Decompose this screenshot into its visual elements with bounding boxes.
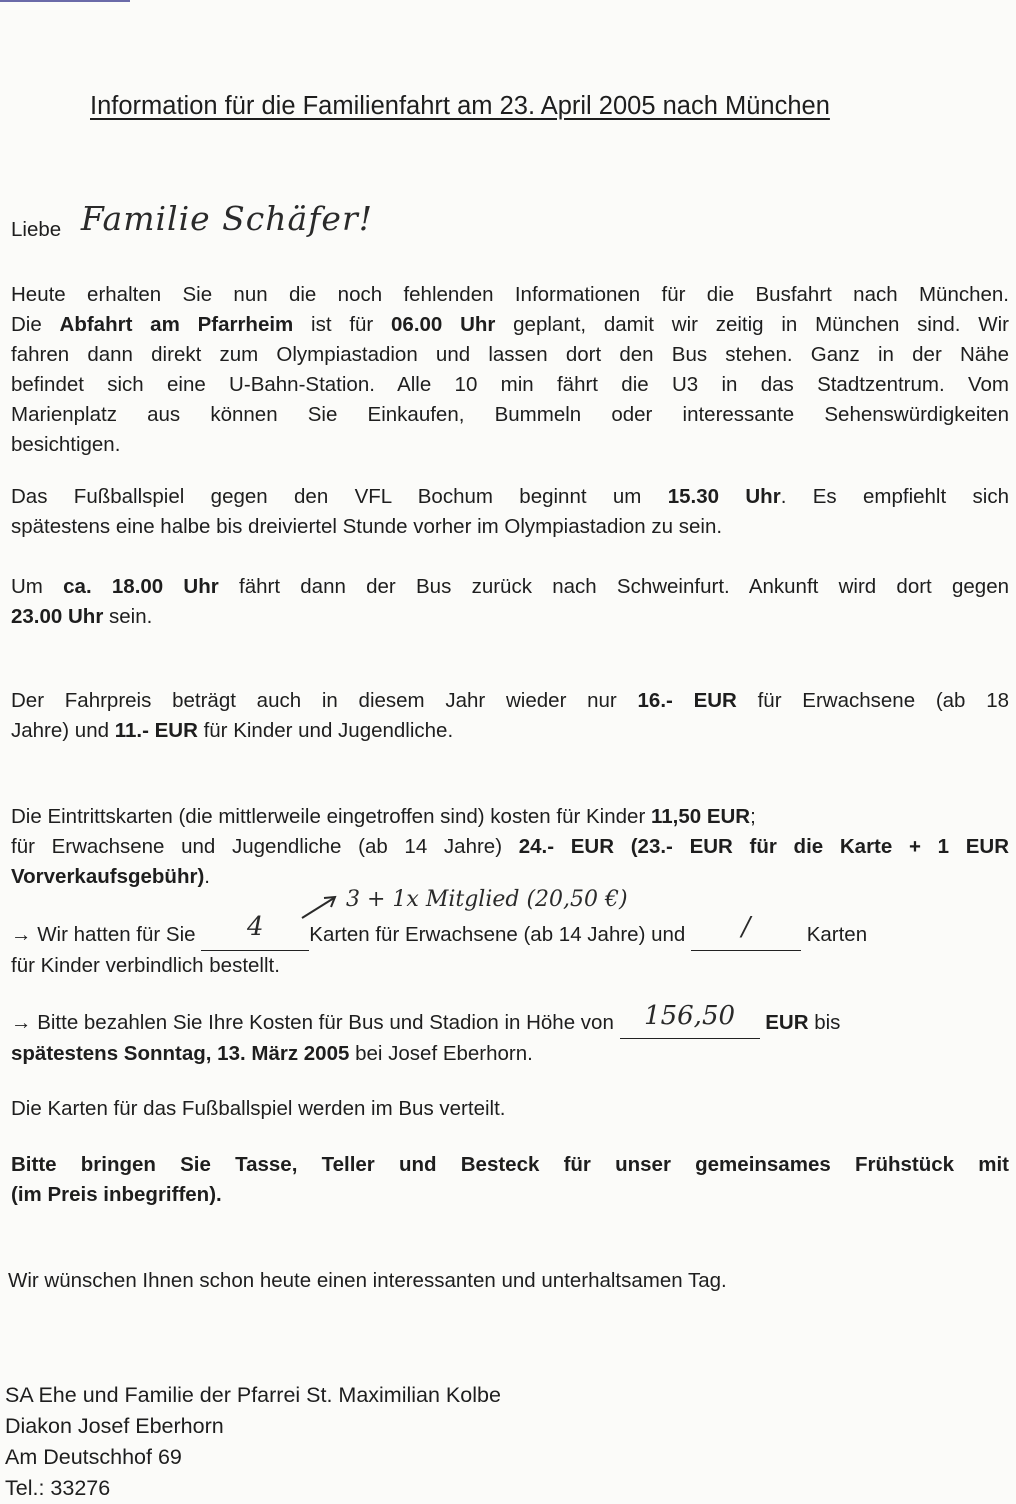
signature-line: Diakon Josef Eberhorn	[5, 1414, 224, 1438]
paragraph-departure	[11, 280, 1009, 460]
signature-line: SA Ehe und Familie der Pfarrei St. Maximilian Kolbe	[5, 1383, 501, 1407]
text-line: spätestens eine halbe bis dreiviertel Stunde vorher im Olympiastadion zu sein.	[11, 515, 723, 538]
salutation	[11, 199, 1009, 245]
document-title: Information für die Familienfahrt am 23. April 2005 nach München	[90, 92, 830, 120]
text-line: für Kinder verbindlich bestellt.	[11, 954, 280, 977]
signature-line: Am Deutschhof 69	[5, 1445, 182, 1469]
handwritten-annotation	[300, 886, 628, 912]
paragraph-breakfast	[11, 1150, 1009, 1210]
text-line: spätestens Sonntag, 13. März 2005 bei Josef Eberhorn.	[11, 1042, 533, 1065]
children-count-field[interactable]: /	[691, 918, 801, 951]
text-line: Bitte bringen Sie Tasse, Teller und Besteck für unser gemeinsames Frühstück mit	[11, 1153, 1009, 1176]
text-line: Um ca. 18.00 Uhr fährt dann der Bus zurück nach Schweinfurt. Ankunft wird dort gegen	[11, 575, 1010, 598]
annotation-text: 3 + 1x Mitglied (20,50 €)	[346, 887, 628, 912]
text-line: Heute erhalten Sie nun die noch fehlenden Informationen für die Busfahrt nach München.	[11, 283, 1009, 306]
payment-amount-field[interactable]: 156,50	[620, 1006, 760, 1039]
text-line: Vorverkaufsgebühr).	[11, 865, 210, 888]
paragraph-payment	[11, 1001, 1009, 1069]
paragraph-closing: Wir wünschen Ihnen schon heute einen interessanten und unterhaltsamen Tag.	[8, 1269, 727, 1292]
paragraph-tickets	[11, 802, 1009, 892]
top-edge-mark	[0, 0, 130, 2]
salutation-prefix: Liebe	[11, 218, 62, 241]
signature-phone: Tel.: 33276	[5, 1476, 111, 1500]
signature-block	[5, 1380, 501, 1504]
text-line: Die Abfahrt am Pfarrheim ist für 06.00 Uhr geplant, damit wir zeitig in München sind. Wir	[11, 313, 1009, 336]
text-line: besichtigen.	[11, 433, 121, 456]
text-line: fahren dann direkt zum Olympiastadion und lassen dort den Bus stehen. Ganz in der Nähe	[11, 343, 1009, 366]
paragraph-cards-note: Die Karten für das Fußballspiel werden im Bus verteilt.	[11, 1097, 506, 1120]
paragraph-return	[11, 572, 1009, 632]
text-line: Marienplatz aus können Sie Einkaufen, Bummeln oder interessante Sehenswürdigkeiten	[11, 403, 1009, 426]
paragraph-order	[11, 912, 1009, 981]
text-line: → Wir hatten für Sie 4 Karten für Erwachsene (ab 14 Jahre) und / Karten	[11, 918, 1009, 951]
text-line: Die Eintrittskarten (die mittlerweile eingetroffen sind) kosten für Kinder 11,50 EUR;	[11, 805, 756, 828]
adults-count-field[interactable]: 4	[201, 918, 309, 951]
text-line: → Bitte bezahlen Sie Ihre Kosten für Bus und Stadion in Höhe von 156,50 EUR bis	[11, 1006, 1009, 1039]
text-line: (im Preis inbegriffen).	[11, 1183, 222, 1206]
text-line: Jahre) und 11.- EUR für Kinder und Jugendliche.	[11, 719, 454, 742]
text-line: Der Fahrpreis beträgt auch in diesem Jahr wieder nur 16.- EUR für Erwachsene (ab 18	[11, 689, 1010, 712]
text-line: befindet sich eine U-Bahn-Station. Alle 10 min fährt die U3 in das Stadtzentrum. Vom	[11, 373, 1009, 396]
text-line: Das Fußballspiel gegen den VFL Bochum beginnt um 15.30 Uhr. Es empfiehlt sich	[11, 485, 1009, 508]
text-line: für Erwachsene und Jugendliche (ab 14 Jahre) 24.- EUR (23.- EUR für die Karte + 1 EUR	[11, 835, 1010, 858]
handwritten-family-name: Familie Schäfer!	[80, 199, 373, 238]
text-line: 23.00 Uhr sein.	[11, 605, 153, 628]
paragraph-fare	[11, 686, 1009, 746]
paragraph-match	[11, 482, 1009, 542]
